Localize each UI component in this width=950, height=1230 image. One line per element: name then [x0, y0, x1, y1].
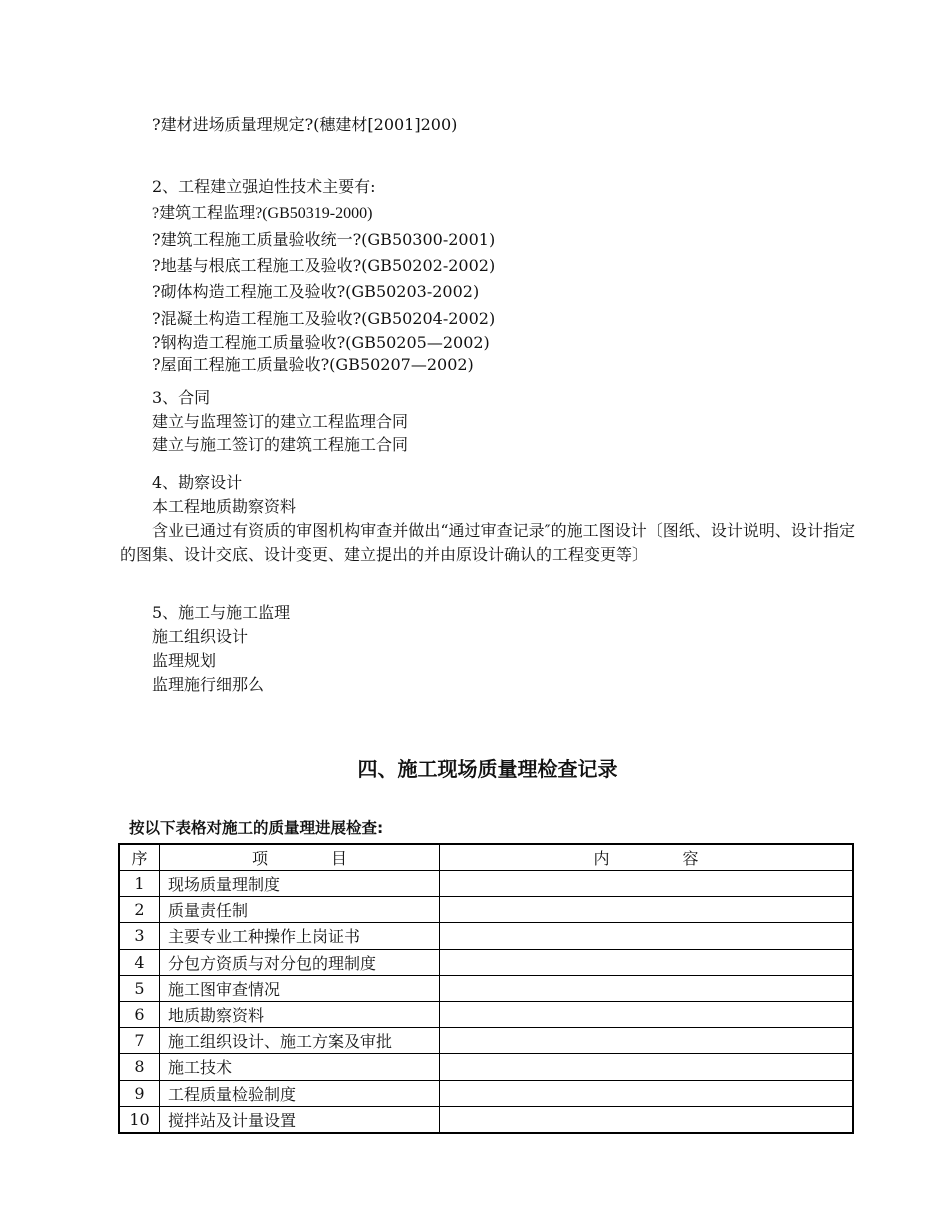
table-row [119, 975, 853, 1001]
row-item: 施工图审查情况 [160, 975, 440, 1001]
row-no: 3 [119, 923, 160, 949]
regulation-line: ?建材进场质量理规定?(穗建材[2001]200) [152, 115, 458, 134]
section-2-item: ?建筑工程监理?(GB50319-2000) [152, 205, 373, 222]
section-5-item: 施工组织设计 [152, 627, 249, 646]
row-content[interactable] [440, 1028, 854, 1054]
row-item: 搅拌站及计量设置 [160, 1106, 440, 1133]
row-item: 地质勘察资料 [160, 1001, 440, 1027]
row-content[interactable] [440, 1080, 854, 1106]
table-intro: 按以下表格对施工的质量理进展检查: [129, 819, 384, 837]
row-item: 分包方资质与对分包的理制度 [160, 949, 440, 975]
row-item: 工程质量检验制度 [160, 1080, 440, 1106]
section-2-item: ?砌体构造工程施工及验收?(GB50203-2002) [152, 282, 480, 301]
header-no: 序 [119, 844, 160, 871]
inspection-table [118, 843, 854, 1134]
table-row [119, 1028, 853, 1054]
row-item: 施工技术 [160, 1054, 440, 1080]
row-no: 6 [119, 1001, 160, 1027]
table-row [119, 1106, 853, 1133]
table-row [119, 1080, 853, 1106]
section-2-item: ?屋面工程施工质量验收?(GB50207—2002) [152, 355, 474, 374]
row-item: 质量责任制 [160, 897, 440, 923]
row-item: 施工组织设计、施工方案及审批 [160, 1028, 440, 1054]
row-content[interactable] [440, 975, 854, 1001]
row-content[interactable] [440, 949, 854, 975]
row-no: 10 [119, 1106, 160, 1133]
header-content: 内 容 [440, 844, 854, 871]
row-content[interactable] [440, 1001, 854, 1027]
table-row [119, 871, 853, 897]
row-no: 1 [119, 871, 160, 897]
header-item: 项 目 [160, 844, 440, 871]
row-no: 4 [119, 949, 160, 975]
row-no: 9 [119, 1080, 160, 1106]
section-2-item: ?建筑工程施工质量验收统一?(GB50300-2001) [152, 230, 496, 249]
section-heading: 四、施工现场质量理检查记录 [357, 757, 618, 781]
row-content[interactable] [440, 923, 854, 949]
table-header-row [119, 844, 853, 871]
row-content[interactable] [440, 871, 854, 897]
table-row [119, 1001, 853, 1027]
row-item: 现场质量理制度 [160, 871, 440, 897]
section-2-title: 2、工程建立强迫性技术主要有: [152, 177, 376, 196]
section-3-item: 建立与监理签订的建立工程监理合同 [152, 412, 409, 431]
row-content[interactable] [440, 1106, 854, 1133]
section-4-title: 4、勘察设计 [152, 473, 243, 492]
table-row [119, 1054, 853, 1080]
table-row [119, 923, 853, 949]
row-no: 8 [119, 1054, 160, 1080]
section-5-title: 5、施工与施工监理 [152, 603, 291, 622]
row-item: 主要专业工种操作上岗证书 [160, 923, 440, 949]
section-5-item: 监理施行细那么 [152, 675, 265, 694]
section-4-paragraph: 含业已通过有资质的审图机构审查并做出“通过审查记录″的施工图设计〔图纸、设计说明、设计指定的图集、设计交底、设计变更、建立提出的并由原设计确认的工程变更等〕 [120, 521, 855, 564]
row-content[interactable] [440, 897, 854, 923]
section-2-item: ?地基与根底工程施工及验收?(GB50202-2002) [152, 256, 496, 275]
section-2-item: ?钢构造工程施工质量验收?(GB50205—2002) [152, 333, 490, 352]
section-5-item: 监理规划 [152, 651, 217, 670]
table-row [119, 949, 853, 975]
row-content[interactable] [440, 1054, 854, 1080]
section-2-item: ?混凝土构造工程施工及验收?(GB50204-2002) [152, 309, 496, 328]
row-no: 7 [119, 1028, 160, 1054]
section-3-title: 3、合同 [152, 388, 211, 407]
table-row [119, 897, 853, 923]
section-3-item: 建立与施工签订的建筑工程施工合同 [152, 435, 409, 454]
row-no: 5 [119, 975, 160, 1001]
row-no: 2 [119, 897, 160, 923]
section-4-item: 本工程地质勘察资料 [152, 497, 297, 516]
